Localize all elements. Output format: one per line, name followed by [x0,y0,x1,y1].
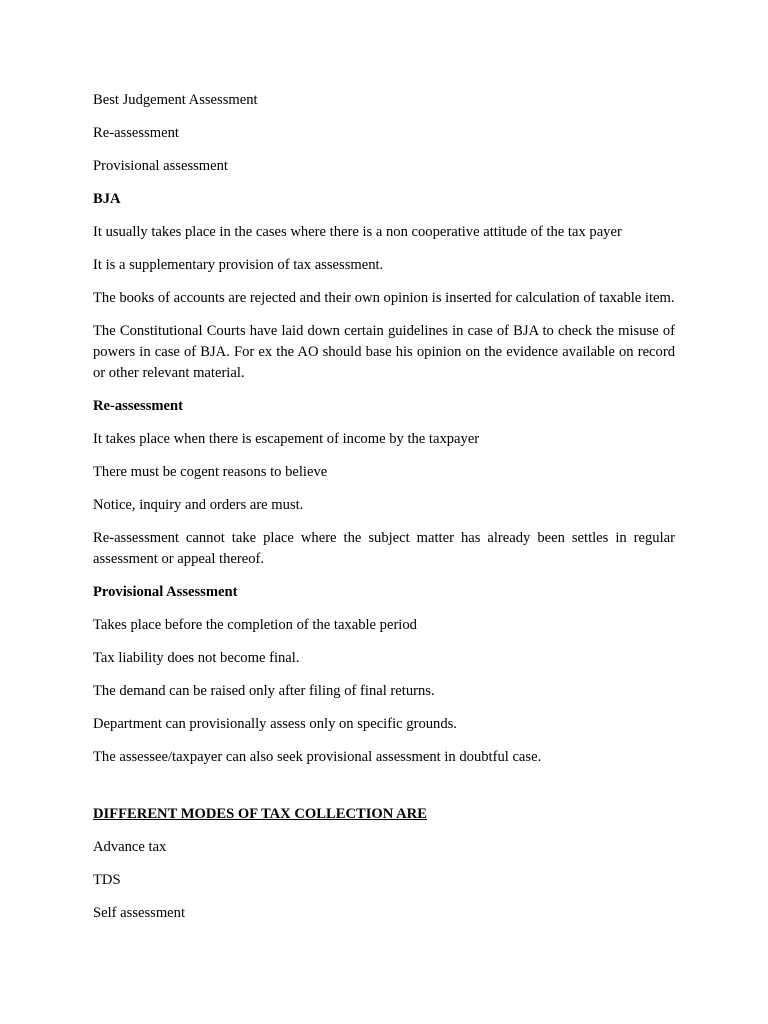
bja-point: It is a supplementary provision of tax assessment. [93,257,384,273]
intro-item: Re-assessment [93,125,179,141]
intro-item: Provisional assessment [93,158,228,174]
reassessment-point: There must be cogent reasons to believe [93,464,328,480]
bja-point: It usually takes place in the cases where there is a non cooperative attitude of the tax payer [93,224,622,240]
reassessment-point: Notice, inquiry and orders are must. [93,497,304,513]
provisional-point: Tax liability does not become final. [93,650,300,666]
collection-item: Advance tax [93,839,167,855]
reassessment-point: Re-assessment cannot take place where the subject matter has already been settles in regular assessment or appeal thereof. [93,530,675,567]
collection-item: TDS [93,872,121,888]
provisional-point: The assessee/taxpayer can also seek provisional assessment in doubtful case. [93,749,542,765]
provisional-point: Takes place before the completion of the taxable period [93,617,417,633]
document-page [93,90,675,936]
collection-heading: DIFFERENT MODES OF TAX COLLECTION ARE [93,806,427,822]
provisional-heading: Provisional Assessment [93,584,238,600]
intro-item: Best Judgement Assessment [93,92,258,108]
provisional-point: The demand can be raised only after filing of final returns. [93,683,435,699]
collection-item: Self assessment [93,905,186,921]
provisional-point: Department can provisionally assess only on specific grounds. [93,716,457,732]
bja-point: The books of accounts are rejected and their own opinion is inserted for calculation of taxable item. [93,290,675,306]
reassessment-point: It takes place when there is escapement of income by the taxpayer [93,431,480,447]
reassessment-heading: Re-assessment [93,398,183,414]
bja-point: The Constitutional Courts have laid down certain guidelines in case of BJA to check the misuse of powers in case of BJA. For ex the AO should base his opinion on the evidence available on record or other relevant material. [93,323,675,381]
bja-heading: BJA [93,191,121,207]
